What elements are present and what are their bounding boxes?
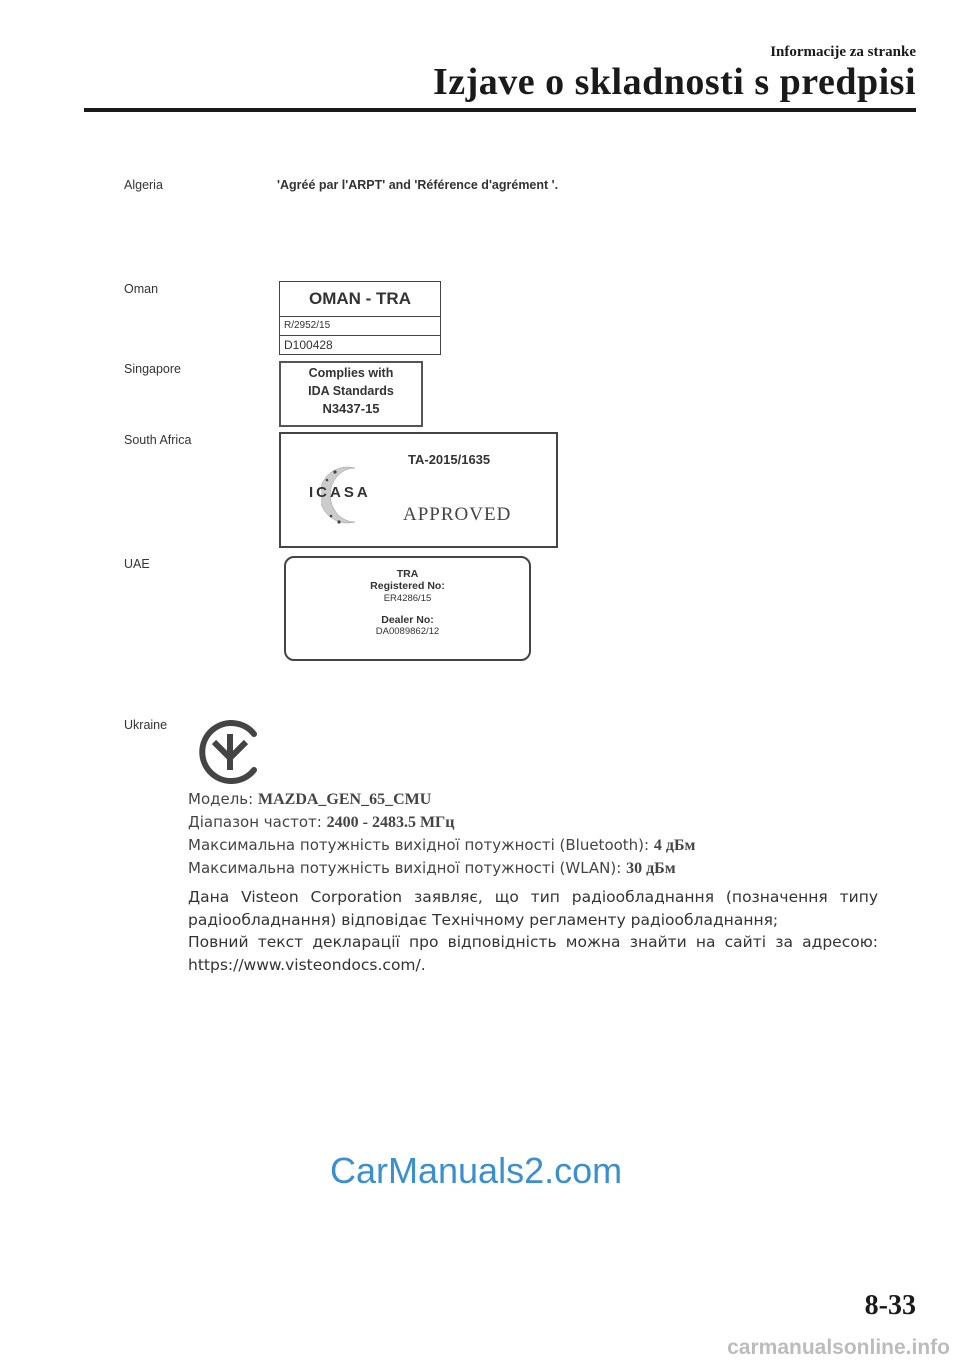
singapore-line-2: IDA Standards bbox=[308, 384, 394, 398]
oman-dealer: D100428 bbox=[280, 335, 440, 355]
ukraine-declaration-2: Повний текст декларації про відповідність можна знайти на сайті за адресою: https://www.visteondocs.com/. bbox=[188, 933, 878, 974]
country-uae: UAE bbox=[124, 557, 150, 571]
ukraine-declaration-1: Дана Visteon Corporation заявляє, що тип радіообладнання (позначення типу радіообладнання) відповідає Технічному регламенту радіообладнання; bbox=[188, 888, 878, 929]
uae-line-2: Registered No: bbox=[370, 580, 445, 592]
icasa-logo-text: ICASA bbox=[309, 484, 371, 501]
country-singapore: Singapore bbox=[124, 362, 181, 376]
ukraine-wlan-row bbox=[188, 859, 676, 878]
ukraine-freq-value: 2400 - 2483.5 МГц bbox=[326, 814, 455, 831]
ukraine-model-row bbox=[188, 790, 431, 809]
oman-tra-title: OMAN - TRA bbox=[280, 282, 440, 317]
header-rule bbox=[84, 108, 916, 112]
country-ukraine: Ukraine bbox=[124, 718, 168, 732]
section-name: Informacije za stranke bbox=[770, 44, 916, 60]
country-oman: Oman bbox=[124, 282, 159, 296]
singapore-line-1: Complies with bbox=[308, 366, 394, 380]
ukraine-bt-label: Максимальна потужність вихідної потужності (Bluetooth): bbox=[188, 836, 650, 854]
ukraine-freq-row bbox=[188, 813, 454, 832]
icasa-number: TA-2015/1635 bbox=[408, 452, 491, 467]
singapore-line-3: N3437-15 bbox=[322, 401, 380, 416]
ukraine-bt-row bbox=[188, 836, 695, 855]
country-algeria: Algeria bbox=[124, 178, 163, 192]
page-title: Izjave o skladnosti s predpisi bbox=[432, 61, 916, 103]
ukraine-declaration bbox=[188, 886, 878, 976]
ukraine-model-label: Модель: bbox=[188, 790, 254, 808]
singapore-ida-label bbox=[279, 361, 423, 427]
watermark: CarManuals2.com bbox=[330, 1150, 623, 1191]
uae-tra-label bbox=[284, 556, 531, 661]
ukraine-wlan-value: 30 дБм bbox=[626, 860, 676, 877]
ukraine-model-value: MAZDA_GEN_65_CMU bbox=[257, 791, 432, 808]
south-africa-icasa-label bbox=[279, 432, 558, 548]
country-south-africa: South Africa bbox=[124, 433, 192, 447]
ukraine-freq-label: Діапазон частот: bbox=[188, 813, 322, 831]
ukraine-bt-value: 4 дБм bbox=[653, 837, 696, 854]
footer-site-watermark: carmanualsonline.info bbox=[727, 1336, 950, 1359]
page-number: 8-33 bbox=[864, 1290, 916, 1321]
oman-tra-label bbox=[279, 281, 441, 355]
ukraine-conformity-mark-icon bbox=[196, 718, 264, 786]
uae-line-5: DA0089862/12 bbox=[375, 626, 440, 637]
uae-line-1: TRA bbox=[396, 568, 419, 580]
ukraine-wlan-label: Максимальна потужність вихідної потужності (WLAN): bbox=[188, 859, 622, 877]
uae-line-4: Dealer No: bbox=[381, 614, 434, 626]
uae-line-3: ER4286/15 bbox=[383, 593, 432, 604]
algeria-approval-text: 'Agréé par l'ARPT' and 'Référence d'agrément '. bbox=[277, 178, 559, 192]
oman-registration: R/2952/15 bbox=[284, 320, 331, 331]
icasa-approved: APPROVED bbox=[403, 504, 512, 525]
